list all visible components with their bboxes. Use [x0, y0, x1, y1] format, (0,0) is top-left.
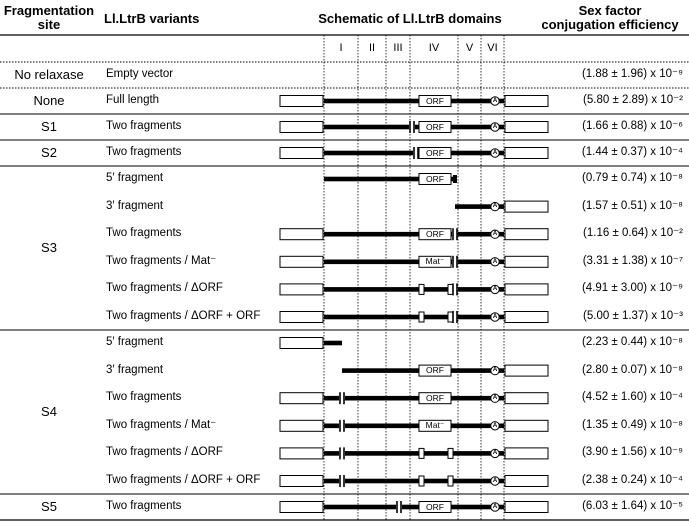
exon-box — [280, 393, 323, 404]
header-site-line2: site — [37, 17, 61, 32]
domain-label-vi: VI — [487, 42, 498, 54]
domain-label-ii: II — [368, 42, 376, 54]
fragmentation-site: S2 — [41, 145, 57, 160]
dorf-stub — [419, 284, 424, 294]
variant-label: Two fragments — [106, 500, 182, 512]
branch-a-label: A — [492, 367, 498, 374]
orf-label: ORF — [426, 121, 444, 132]
exon-box — [280, 148, 323, 159]
variant-label: Empty vector — [106, 68, 174, 80]
domain-label-i: I — [339, 42, 343, 54]
header-site-line1: Fragmentation — [3, 3, 95, 18]
variant-label: Two fragments / Mat⁻ — [106, 418, 217, 431]
branch-a-label: A — [492, 503, 498, 510]
fragmentation-site: S4 — [41, 404, 57, 419]
dorf-stub — [419, 448, 424, 458]
fragmentation-site: No relaxase — [14, 67, 84, 82]
efficiency-value: (3.90 ± 1.56) x 10⁻⁹ — [581, 446, 683, 459]
dorf-stub — [448, 476, 453, 486]
efficiency-value: (2.23 ± 0.44) x 10⁻⁸ — [582, 336, 683, 348]
variant-label: Two fragments / ΔORF — [106, 282, 223, 295]
variant-label: 3′ fragment — [106, 199, 164, 212]
variant-label: 5′ fragment — [106, 336, 164, 348]
intron-segment — [324, 396, 339, 401]
efficiency-value: (5.80 ± 2.89) x 10⁻² — [583, 94, 683, 106]
branch-a-label: A — [492, 450, 498, 457]
fragmentation-site: S5 — [41, 499, 57, 514]
exon-box — [280, 448, 323, 459]
exon-box — [280, 256, 323, 267]
branch-a-label: A — [492, 258, 498, 265]
orf-label: Mat⁻ — [425, 420, 445, 431]
intron-segment — [324, 151, 413, 156]
exon-box — [280, 312, 323, 323]
fragment-end — [453, 175, 457, 183]
efficiency-value: (2.38 ± 0.24) x 10⁻⁴ — [581, 474, 683, 486]
branch-a-label: A — [492, 286, 498, 293]
variant-label: 3′ fragment — [106, 363, 164, 376]
efficiency-value: (1.57 ± 0.51) x 10⁻⁸ — [582, 199, 683, 212]
orf-label: Mat⁻ — [425, 256, 445, 267]
intron-segment — [324, 479, 339, 484]
header-schematic: Schematic of Ll.LtrB domains — [318, 11, 502, 26]
domain-label-iii: III — [393, 42, 403, 54]
efficiency-value: (1.16 ± 0.64) x 10⁻² — [583, 227, 683, 240]
intron-segment — [324, 287, 452, 292]
branch-a-label: A — [492, 313, 498, 320]
header-efficiency-line2: conjugation efficiency — [541, 17, 679, 32]
efficiency-value: (1.88 ± 1.96) x 10⁻⁹ — [581, 68, 683, 80]
exon-box — [280, 284, 323, 295]
branch-a-label: A — [492, 477, 498, 484]
variant-label: Two fragments — [106, 391, 182, 404]
efficiency-value: (1.44 ± 0.37) x 10⁻⁴ — [581, 146, 683, 158]
variant-label: Two fragments — [106, 146, 182, 158]
branch-a-label: A — [492, 149, 498, 156]
efficiency-value: (1.66 ± 0.88) x 10⁻⁶ — [582, 120, 683, 132]
variant-label: 5′ fragment — [106, 172, 164, 184]
variant-label: Full length — [106, 94, 160, 106]
efficiency-value: (2.80 ± 0.07) x 10⁻⁸ — [582, 363, 683, 376]
variant-label: Two fragments — [106, 120, 182, 132]
domain-label-iv: IV — [428, 42, 440, 54]
dorf-stub — [448, 448, 453, 458]
orf-label: ORF — [426, 173, 444, 184]
variant-label: Two fragments — [106, 227, 182, 240]
intron-segment — [324, 315, 452, 320]
exon-box — [280, 122, 323, 133]
variant-label: Two fragments / ΔORF — [106, 446, 223, 459]
intron-segment — [324, 424, 339, 429]
branch-a-label: A — [492, 422, 498, 429]
variant-label: Two fragments / ΔORF + ORF — [106, 310, 261, 322]
intron-segment — [324, 125, 409, 130]
fragmentation-site: S1 — [41, 119, 57, 134]
intron-segment — [324, 341, 342, 346]
orf-label: ORF — [426, 365, 444, 376]
branch-a-label: A — [492, 395, 498, 401]
exon-box — [280, 96, 323, 107]
fragmentation-site: None — [33, 93, 65, 108]
orf-label: ORF — [426, 95, 444, 106]
efficiency-value: (0.79 ± 0.74) x 10⁻⁸ — [582, 172, 683, 184]
efficiency-value: (6.03 ± 1.64) x 10⁻⁵ — [582, 500, 683, 512]
exon-box — [280, 476, 323, 487]
branch-a-label: A — [492, 97, 498, 104]
intron-segment — [324, 505, 396, 510]
domain-label-v: V — [465, 42, 474, 54]
efficiency-value: (5.00 ± 1.37) x 10⁻³ — [583, 310, 683, 322]
variant-label: Two fragments / Mat⁻ — [106, 254, 217, 267]
exon-box — [280, 338, 323, 349]
efficiency-value: (4.52 ± 1.60) x 10⁻⁴ — [581, 391, 683, 404]
exon-box — [280, 502, 323, 513]
fragmentation-site: S3 — [41, 240, 57, 255]
efficiency-value: (1.35 ± 0.49) x 10⁻⁸ — [582, 418, 683, 431]
orf-label: ORF — [426, 392, 444, 403]
efficiency-value: (4.91 ± 3.00) x 10⁻⁹ — [581, 282, 683, 295]
exon-box — [280, 229, 323, 240]
variant-label: Two fragments / ΔORF + ORF — [106, 474, 261, 486]
orf-label: ORF — [426, 147, 444, 158]
orf-label: ORF — [426, 501, 444, 512]
orf-label: ORF — [426, 228, 444, 239]
header-efficiency-line1: Sex factor — [578, 3, 642, 18]
intron-segment — [324, 451, 339, 456]
branch-a-label: A — [492, 203, 498, 210]
efficiency-value: (3.31 ± 1.38) x 10⁻⁷ — [582, 254, 683, 267]
dorf-stub — [419, 312, 424, 322]
branch-a-label: A — [492, 123, 498, 130]
dorf-stub — [419, 476, 424, 486]
exon-box — [280, 420, 323, 431]
branch-a-label: A — [492, 231, 498, 237]
header-variants: Ll.LtrB variants — [104, 11, 200, 26]
